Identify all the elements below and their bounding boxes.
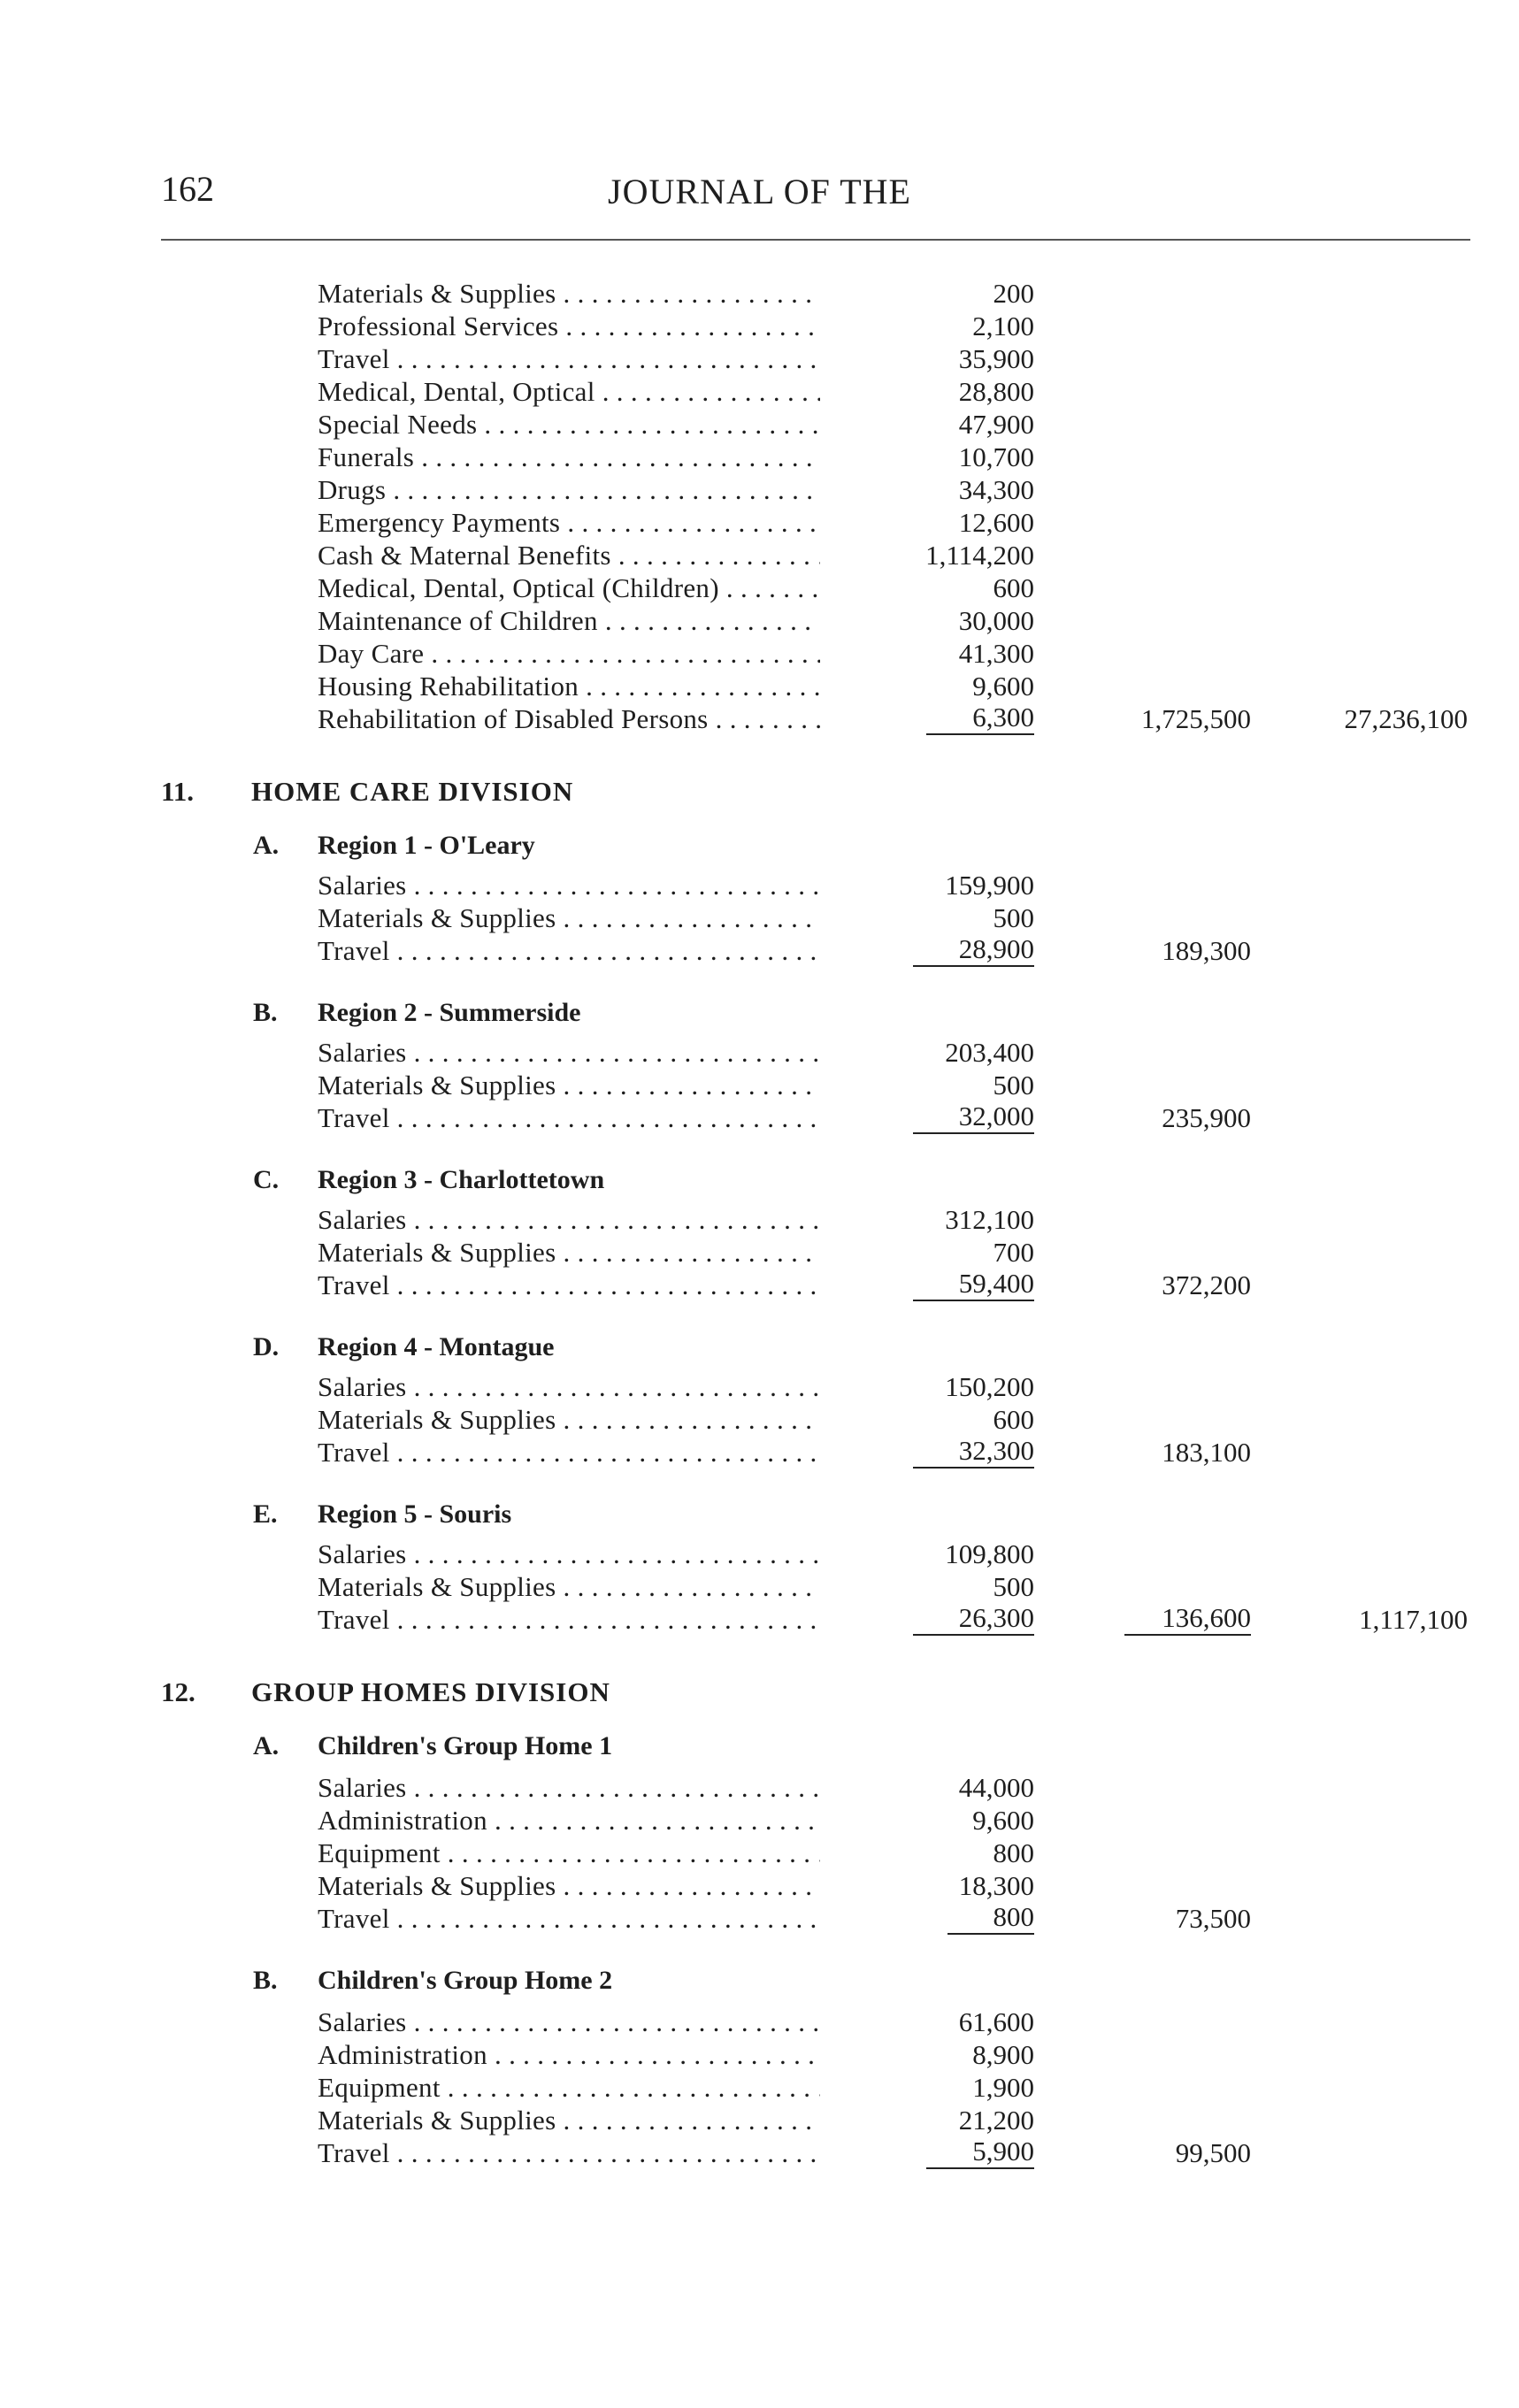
page-number: 162 xyxy=(161,169,214,209)
line-item: Travel . . . 5,900 99,500 xyxy=(0,2136,1519,2171)
line-item: Day Care . . . 41,300 xyxy=(0,636,1519,671)
line-item: Administration . . . 8,900 xyxy=(0,2037,1519,2073)
subtotal: 99,500 xyxy=(1175,2137,1251,2168)
line-item: Materials & Supplies . . . 700 xyxy=(0,1235,1519,1270)
line-item: Special Needs . . . 47,900 xyxy=(0,407,1519,442)
division-total: 1,117,100 xyxy=(1359,1604,1468,1635)
subtotal: 136,600 xyxy=(1124,1602,1251,1636)
subtotal: 73,500 xyxy=(1175,1903,1251,1934)
line-item: Housing Rehabilitation . . . 9,600 xyxy=(0,669,1519,704)
line-item: Salaries . . . 159,900 xyxy=(0,868,1519,903)
line-item: Travel . . . 32,000 235,900 xyxy=(0,1100,1519,1136)
line-item: Medical, Dental, Optical (Children) . . . 600 xyxy=(0,571,1519,606)
line-item: Administration . . . 9,600 xyxy=(0,1803,1519,1838)
line-item: Salaries . . . 109,800 xyxy=(0,1537,1519,1572)
line-item: Materials & Supplies . . . 21,200 xyxy=(0,2103,1519,2138)
line-item: Travel . . . 35,900 xyxy=(0,341,1519,377)
line-item: Materials & Supplies . . . 500 xyxy=(0,901,1519,936)
line-item: Materials & Supplies . . . 500 xyxy=(0,1068,1519,1103)
line-item: Salaries . . . 44,000 xyxy=(0,1770,1519,1806)
line-item: Funerals . . . 10,700 xyxy=(0,440,1519,475)
line-item: Travel . . . 26,300 136,600 1,117,100 xyxy=(0,1602,1519,1637)
subtotal: 189,300 xyxy=(1162,935,1251,966)
line-item: Rehabilitation of Disabled Persons . . . 6,300 1,725,500 27,236,100 xyxy=(0,702,1519,737)
line-item: Materials & Supplies . . . 500 xyxy=(0,1569,1519,1605)
line-item: Drugs . . . 34,300 xyxy=(0,472,1519,508)
subtotal: 183,100 xyxy=(1162,1437,1251,1468)
division-total: 27,236,100 xyxy=(1344,703,1468,734)
line-item: Salaries . . . 61,600 xyxy=(0,2005,1519,2040)
line-item: Equipment . . . 1,900 xyxy=(0,2070,1519,2105)
line-item: Materials & Supplies . . . 200 xyxy=(0,276,1519,311)
line-item: Emergency Payments . . . 12,600 xyxy=(0,505,1519,541)
running-head: JOURNAL OF THE xyxy=(608,172,911,211)
line-item: Travel . . . 32,300 183,100 xyxy=(0,1435,1519,1470)
line-item: Equipment . . . 800 xyxy=(0,1836,1519,1871)
subtotal: 372,200 xyxy=(1162,1269,1251,1300)
line-item: Maintenance of Children . . . 30,000 xyxy=(0,603,1519,639)
line-item: Materials & Supplies . . . 600 xyxy=(0,1402,1519,1438)
header-rule xyxy=(161,239,1470,241)
line-item: Salaries . . . 150,200 xyxy=(0,1369,1519,1405)
line-item: Travel . . . 28,900 189,300 xyxy=(0,933,1519,969)
subtotal: 1,725,500 xyxy=(1141,703,1251,734)
line-item: Professional Services . . . 2,100 xyxy=(0,309,1519,344)
line-item: Salaries . . . 312,100 xyxy=(0,1202,1519,1238)
line-item: Medical, Dental, Optical . . . 28,800 xyxy=(0,374,1519,410)
line-item: Travel . . . 59,400 372,200 xyxy=(0,1268,1519,1303)
subtotal: 235,900 xyxy=(1162,1102,1251,1133)
line-item: Travel . . . 800 73,500 xyxy=(0,1901,1519,1936)
line-item: Materials & Supplies . . . 18,300 xyxy=(0,1868,1519,1904)
line-item: Cash & Maternal Benefits . . . 1,114,200 xyxy=(0,538,1519,573)
line-item: Salaries . . . 203,400 xyxy=(0,1035,1519,1070)
